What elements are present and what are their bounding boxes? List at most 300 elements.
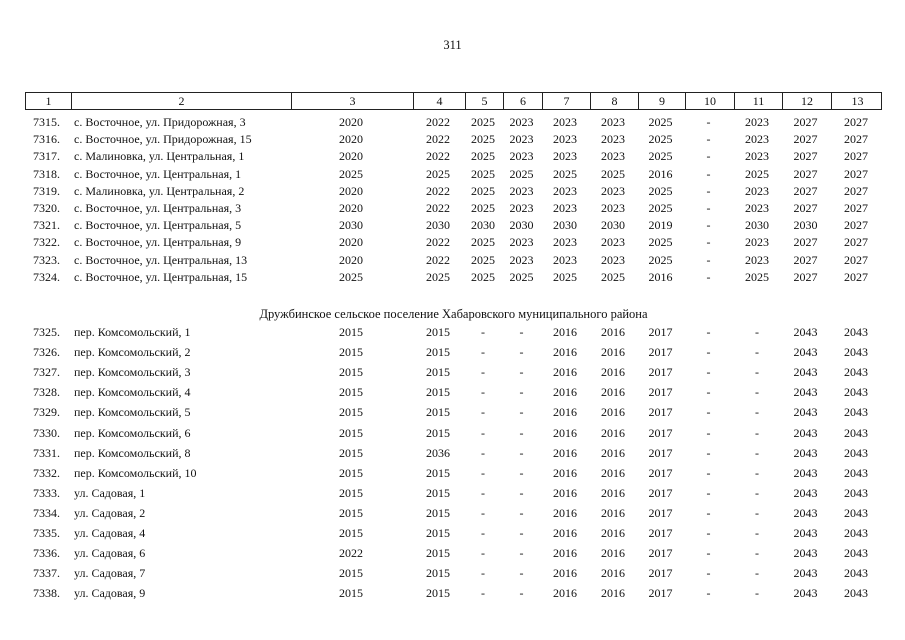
- year-cell: 2015: [339, 385, 363, 400]
- year-cell: 2023: [745, 149, 769, 164]
- year-cell: -: [519, 385, 524, 400]
- year-cell: -: [481, 325, 485, 339]
- year-cell: 2043: [793, 566, 818, 581]
- header-cell: 8: [590, 93, 638, 109]
- year-cell: 2025: [426, 166, 450, 181]
- year-cell: 2043: [844, 425, 868, 440]
- year-cell: 2015: [339, 365, 363, 380]
- year-cell: 2030: [509, 218, 534, 233]
- year-cell: 2025: [471, 115, 495, 129]
- year-cell: 2023: [553, 235, 577, 250]
- row-number: 7319.: [33, 183, 60, 198]
- row-number: 7338.: [33, 586, 60, 601]
- year-cell: 2025: [339, 269, 363, 284]
- year-cell: 2027: [793, 201, 818, 215]
- year-cell: 2025: [648, 252, 673, 267]
- year-cell: 2022: [426, 183, 450, 198]
- year-cell: 2020: [339, 201, 363, 215]
- year-cell: 2020: [339, 183, 363, 198]
- year-cell: 2015: [426, 345, 450, 360]
- year-cell: 2020: [339, 115, 363, 129]
- year-cell: 2017: [648, 586, 673, 601]
- year-cell: -: [519, 445, 524, 460]
- address-cell: с. Восточное, ул. Центральная, 1: [74, 166, 242, 181]
- header-cell: 13: [831, 93, 883, 109]
- year-cell: 2023: [509, 183, 534, 198]
- table-row: [25, 465, 882, 482]
- year-cell: -: [706, 405, 711, 420]
- row-number: 7321.: [33, 218, 60, 233]
- year-cell: -: [481, 425, 485, 440]
- address-cell: с. Восточное, ул. Центральная, 3: [74, 201, 242, 215]
- year-cell: -: [706, 345, 711, 360]
- year-cell: 2016: [601, 526, 625, 540]
- year-cell: 2016: [553, 345, 577, 360]
- year-cell: 2043: [844, 546, 868, 561]
- address-cell: пер. Комсомольский, 5: [74, 405, 191, 420]
- year-cell: 2015: [339, 505, 363, 520]
- year-cell: 2027: [844, 183, 868, 198]
- year-cell: 2017: [648, 365, 673, 380]
- year-cell: -: [519, 505, 524, 520]
- year-cell: -: [519, 566, 524, 581]
- year-cell: 2043: [844, 385, 868, 400]
- year-cell: 2043: [844, 526, 868, 540]
- year-cell: 2025: [471, 252, 495, 267]
- year-cell: 2025: [745, 166, 769, 181]
- year-cell: -: [519, 485, 524, 500]
- year-cell: 2043: [844, 465, 868, 480]
- year-cell: -: [481, 465, 485, 480]
- year-cell: 2025: [601, 269, 625, 284]
- row-number: 7315.: [33, 115, 60, 129]
- header-cell: 11: [734, 93, 782, 109]
- year-cell: 2043: [844, 325, 868, 339]
- year-cell: 2015: [426, 566, 450, 581]
- year-cell: -: [481, 546, 485, 561]
- year-cell: -: [706, 325, 711, 339]
- address-cell: пер. Комсомольский, 8: [74, 445, 191, 460]
- year-cell: 2015: [426, 365, 450, 380]
- address-cell: с. Восточное, ул. Центральная, 15: [74, 269, 248, 284]
- year-cell: 2036: [426, 445, 450, 460]
- year-cell: -: [706, 166, 711, 181]
- table-row: [25, 166, 882, 183]
- year-cell: -: [755, 365, 759, 380]
- year-cell: 2023: [509, 235, 534, 250]
- year-cell: 2043: [844, 566, 868, 581]
- year-cell: 2020: [339, 252, 363, 267]
- header-cell: 6: [503, 93, 542, 109]
- row-number: 7326.: [33, 345, 60, 360]
- year-cell: 2025: [471, 132, 495, 147]
- year-cell: 2023: [745, 235, 769, 250]
- year-cell: 2016: [601, 465, 625, 480]
- row-number: 7322.: [33, 235, 60, 250]
- year-cell: -: [706, 132, 711, 147]
- address-cell: с. Малиновка, ул. Центральная, 1: [74, 149, 245, 164]
- year-cell: 2020: [339, 149, 363, 164]
- year-cell: -: [519, 425, 524, 440]
- table-row: [25, 183, 882, 200]
- year-cell: 2015: [339, 465, 363, 480]
- year-cell: 2023: [509, 201, 534, 215]
- year-cell: 2030: [745, 218, 769, 233]
- year-cell: -: [519, 325, 524, 339]
- year-cell: 2023: [745, 252, 769, 267]
- address-cell: пер. Комсомольский, 2: [74, 345, 191, 360]
- year-cell: 2016: [648, 166, 673, 181]
- year-cell: -: [481, 566, 485, 581]
- year-cell: 2027: [844, 269, 868, 284]
- year-cell: -: [755, 445, 759, 460]
- year-cell: -: [481, 365, 485, 380]
- year-cell: 2025: [509, 269, 534, 284]
- year-cell: 2015: [426, 526, 450, 540]
- year-cell: 2015: [339, 586, 363, 601]
- year-cell: -: [706, 425, 711, 440]
- year-cell: 2030: [601, 218, 625, 233]
- address-cell: пер. Комсомольский, 1: [74, 325, 191, 339]
- year-cell: -: [481, 485, 485, 500]
- year-cell: -: [519, 365, 524, 380]
- year-cell: 2023: [745, 183, 769, 198]
- year-cell: 2023: [509, 115, 534, 129]
- year-cell: 2016: [553, 385, 577, 400]
- year-cell: 2030: [471, 218, 495, 233]
- year-cell: 2025: [426, 269, 450, 284]
- year-cell: 2017: [648, 385, 673, 400]
- year-cell: -: [706, 465, 711, 480]
- year-cell: -: [481, 405, 485, 420]
- year-cell: 2030: [426, 218, 450, 233]
- year-cell: -: [519, 586, 524, 601]
- year-cell: -: [706, 149, 711, 164]
- header-cell: 4: [413, 93, 465, 109]
- year-cell: 2043: [793, 425, 818, 440]
- year-cell: 2025: [648, 201, 673, 215]
- year-cell: 2015: [426, 546, 450, 561]
- row-number: 7320.: [33, 201, 60, 215]
- year-cell: 2016: [553, 586, 577, 601]
- year-cell: 2025: [471, 201, 495, 215]
- year-cell: 2043: [793, 345, 818, 360]
- year-cell: -: [706, 485, 711, 500]
- year-cell: -: [755, 405, 759, 420]
- row-number: 7336.: [33, 546, 60, 561]
- year-cell: 2015: [426, 465, 450, 480]
- year-cell: 2016: [601, 325, 625, 339]
- row-number: 7317.: [33, 149, 60, 164]
- year-cell: 2015: [426, 325, 450, 339]
- row-number: 7335.: [33, 526, 60, 540]
- table-row: [25, 344, 882, 361]
- year-cell: 2027: [844, 252, 868, 267]
- year-cell: -: [519, 526, 524, 540]
- year-cell: -: [706, 445, 711, 460]
- year-cell: 2016: [553, 505, 577, 520]
- year-cell: 2027: [793, 252, 818, 267]
- year-cell: 2023: [553, 201, 577, 215]
- year-cell: 2022: [426, 115, 450, 129]
- year-cell: 2027: [793, 115, 818, 129]
- table-row: [25, 404, 882, 421]
- year-cell: 2016: [601, 365, 625, 380]
- table-row: [25, 148, 882, 165]
- year-cell: 2027: [793, 132, 818, 147]
- address-cell: ул. Садовая, 1: [74, 485, 146, 500]
- year-cell: 2043: [844, 365, 868, 380]
- year-cell: -: [755, 586, 759, 601]
- year-cell: -: [755, 325, 759, 339]
- year-cell: 2016: [553, 566, 577, 581]
- year-cell: 2023: [601, 252, 625, 267]
- year-cell: -: [706, 201, 711, 215]
- row-number: 7337.: [33, 566, 60, 581]
- year-cell: -: [519, 546, 524, 561]
- year-cell: -: [481, 586, 485, 601]
- year-cell: 2023: [553, 149, 577, 164]
- year-cell: 2023: [745, 132, 769, 147]
- year-cell: 2025: [509, 166, 534, 181]
- header-cell: 9: [638, 93, 685, 109]
- year-cell: 2027: [793, 269, 818, 284]
- table-row: [25, 364, 882, 381]
- year-cell: 2015: [339, 485, 363, 500]
- year-cell: 2030: [553, 218, 577, 233]
- year-cell: 2023: [553, 132, 577, 147]
- year-cell: -: [755, 546, 759, 561]
- year-cell: 2016: [648, 269, 673, 284]
- year-cell: 2016: [553, 485, 577, 500]
- year-cell: -: [755, 485, 759, 500]
- year-cell: -: [706, 566, 711, 581]
- header-cell: 10: [685, 93, 734, 109]
- year-cell: 2016: [601, 485, 625, 500]
- address-cell: ул. Садовая, 4: [74, 526, 146, 540]
- year-cell: 2022: [426, 201, 450, 215]
- row-number: 7327.: [33, 365, 60, 380]
- year-cell: 2015: [426, 385, 450, 400]
- table-row: [25, 131, 882, 148]
- year-cell: 2023: [601, 149, 625, 164]
- header-cell: 3: [291, 93, 413, 109]
- year-cell: 2016: [553, 546, 577, 561]
- section-title: Дружбинское сельское поселение Хабаровского муниципального района: [259, 307, 648, 321]
- year-cell: 2025: [648, 149, 673, 164]
- year-cell: 2015: [339, 425, 363, 440]
- year-cell: 2016: [553, 325, 577, 339]
- year-cell: 2023: [509, 252, 534, 267]
- year-cell: 2025: [471, 183, 495, 198]
- year-cell: 2030: [793, 218, 818, 233]
- table-row: [25, 505, 882, 522]
- year-cell: 2043: [793, 365, 818, 380]
- year-cell: 2017: [648, 405, 673, 420]
- year-cell: -: [755, 345, 759, 360]
- year-cell: -: [519, 465, 524, 480]
- year-cell: 2023: [553, 252, 577, 267]
- row-number: 7328.: [33, 385, 60, 400]
- year-cell: 2023: [745, 115, 769, 129]
- year-cell: 2022: [339, 546, 363, 561]
- row-number: 7332.: [33, 465, 60, 480]
- year-cell: -: [706, 505, 711, 520]
- year-cell: 2017: [648, 425, 673, 440]
- year-cell: 2015: [339, 325, 363, 339]
- page-number: 311: [443, 38, 462, 52]
- row-number: 7323.: [33, 252, 60, 267]
- year-cell: 2016: [553, 365, 577, 380]
- year-cell: -: [519, 405, 524, 420]
- year-cell: -: [755, 566, 759, 581]
- year-cell: -: [706, 269, 711, 284]
- address-cell: ул. Садовая, 2: [74, 505, 146, 520]
- year-cell: -: [706, 115, 711, 129]
- address-cell: ул. Садовая, 7: [74, 566, 146, 581]
- year-cell: 2023: [509, 149, 534, 164]
- year-cell: -: [481, 526, 485, 540]
- year-cell: 2020: [339, 235, 363, 250]
- row-number: 7333.: [33, 485, 60, 500]
- year-cell: 2023: [553, 115, 577, 129]
- header-cell: 12: [782, 93, 831, 109]
- year-cell: -: [755, 526, 759, 540]
- address-cell: пер. Комсомольский, 4: [74, 385, 191, 400]
- year-cell: -: [755, 505, 759, 520]
- year-cell: 2027: [793, 149, 818, 164]
- year-cell: 2016: [601, 385, 625, 400]
- year-cell: 2025: [471, 269, 495, 284]
- table-row: [25, 525, 882, 542]
- year-cell: 2025: [471, 235, 495, 250]
- year-cell: 2043: [844, 405, 868, 420]
- table-row: [25, 485, 882, 502]
- year-cell: 2027: [844, 235, 868, 250]
- table-row: [25, 445, 882, 462]
- year-cell: 2025: [471, 149, 495, 164]
- year-cell: 2043: [844, 586, 868, 601]
- year-cell: 2027: [844, 201, 868, 215]
- year-cell: 2027: [844, 149, 868, 164]
- year-cell: 2015: [339, 526, 363, 540]
- year-cell: 2025: [745, 269, 769, 284]
- year-cell: 2015: [426, 425, 450, 440]
- table-row: [25, 217, 882, 234]
- year-cell: 2025: [648, 235, 673, 250]
- year-cell: 2016: [553, 526, 577, 540]
- year-cell: 2016: [553, 445, 577, 460]
- year-cell: 2043: [844, 345, 868, 360]
- table-row: [25, 114, 882, 131]
- year-cell: 2015: [426, 405, 450, 420]
- year-cell: -: [706, 546, 711, 561]
- year-cell: -: [706, 183, 711, 198]
- year-cell: 2016: [553, 405, 577, 420]
- year-cell: 2027: [793, 183, 818, 198]
- year-cell: 2015: [339, 445, 363, 460]
- year-cell: 2043: [793, 546, 818, 561]
- year-cell: -: [706, 526, 711, 540]
- year-cell: 2023: [745, 201, 769, 215]
- year-cell: 2025: [601, 166, 625, 181]
- year-cell: 2023: [601, 201, 625, 215]
- year-cell: 2023: [553, 183, 577, 198]
- year-cell: 2023: [509, 132, 534, 147]
- year-cell: 2015: [426, 586, 450, 601]
- row-number: 7331.: [33, 445, 60, 460]
- year-cell: -: [755, 425, 759, 440]
- year-cell: 2027: [844, 166, 868, 181]
- header-cell: 2: [71, 93, 291, 109]
- header-cell: 7: [542, 93, 590, 109]
- year-cell: -: [519, 345, 524, 360]
- year-cell: 2043: [844, 505, 868, 520]
- year-cell: -: [706, 385, 711, 400]
- row-number: 7334.: [33, 505, 60, 520]
- year-cell: 2017: [648, 566, 673, 581]
- year-cell: -: [755, 385, 759, 400]
- table-header: [25, 92, 882, 110]
- address-cell: ул. Садовая, 9: [74, 586, 146, 601]
- table-row: [25, 252, 882, 269]
- table-row: [25, 384, 882, 401]
- year-cell: 2017: [648, 465, 673, 480]
- year-cell: 2016: [601, 345, 625, 360]
- row-number: 7316.: [33, 132, 60, 147]
- year-cell: 2025: [553, 166, 577, 181]
- table-row: [25, 565, 882, 582]
- year-cell: 2043: [844, 445, 868, 460]
- header-cell: 1: [45, 94, 52, 108]
- address-cell: с. Восточное, ул. Придорожная, 3: [74, 115, 246, 129]
- year-cell: 2016: [601, 546, 625, 561]
- year-cell: 2022: [426, 149, 450, 164]
- year-cell: -: [706, 252, 711, 267]
- year-cell: 2015: [339, 405, 363, 420]
- year-cell: 2027: [844, 132, 868, 147]
- year-cell: 2025: [471, 166, 495, 181]
- year-cell: 2015: [426, 485, 450, 500]
- row-number: 7318.: [33, 166, 60, 181]
- header-cell: 5: [465, 93, 503, 109]
- table-row: [25, 200, 882, 217]
- year-cell: 2016: [601, 425, 625, 440]
- table-row: [25, 545, 882, 562]
- year-cell: 2043: [793, 505, 818, 520]
- year-cell: -: [481, 505, 485, 520]
- year-cell: 2020: [339, 132, 363, 147]
- year-cell: 2023: [601, 115, 625, 129]
- year-cell: 2016: [553, 425, 577, 440]
- row-number: 7330.: [33, 425, 60, 440]
- row-number: 7324.: [33, 269, 60, 284]
- address-cell: с. Восточное, ул. Придорожная, 15: [74, 132, 252, 147]
- table-row: [25, 269, 882, 286]
- year-cell: 2023: [601, 183, 625, 198]
- row-number: 7329.: [33, 405, 60, 420]
- year-cell: -: [706, 586, 711, 601]
- year-cell: 2022: [426, 252, 450, 267]
- year-cell: 2043: [793, 325, 818, 339]
- address-cell: пер. Комсомольский, 3: [74, 365, 191, 380]
- year-cell: 2022: [426, 132, 450, 147]
- year-cell: 2023: [601, 132, 625, 147]
- year-cell: 2043: [793, 586, 818, 601]
- year-cell: 2022: [426, 235, 450, 250]
- year-cell: 2025: [648, 132, 673, 147]
- year-cell: 2015: [339, 345, 363, 360]
